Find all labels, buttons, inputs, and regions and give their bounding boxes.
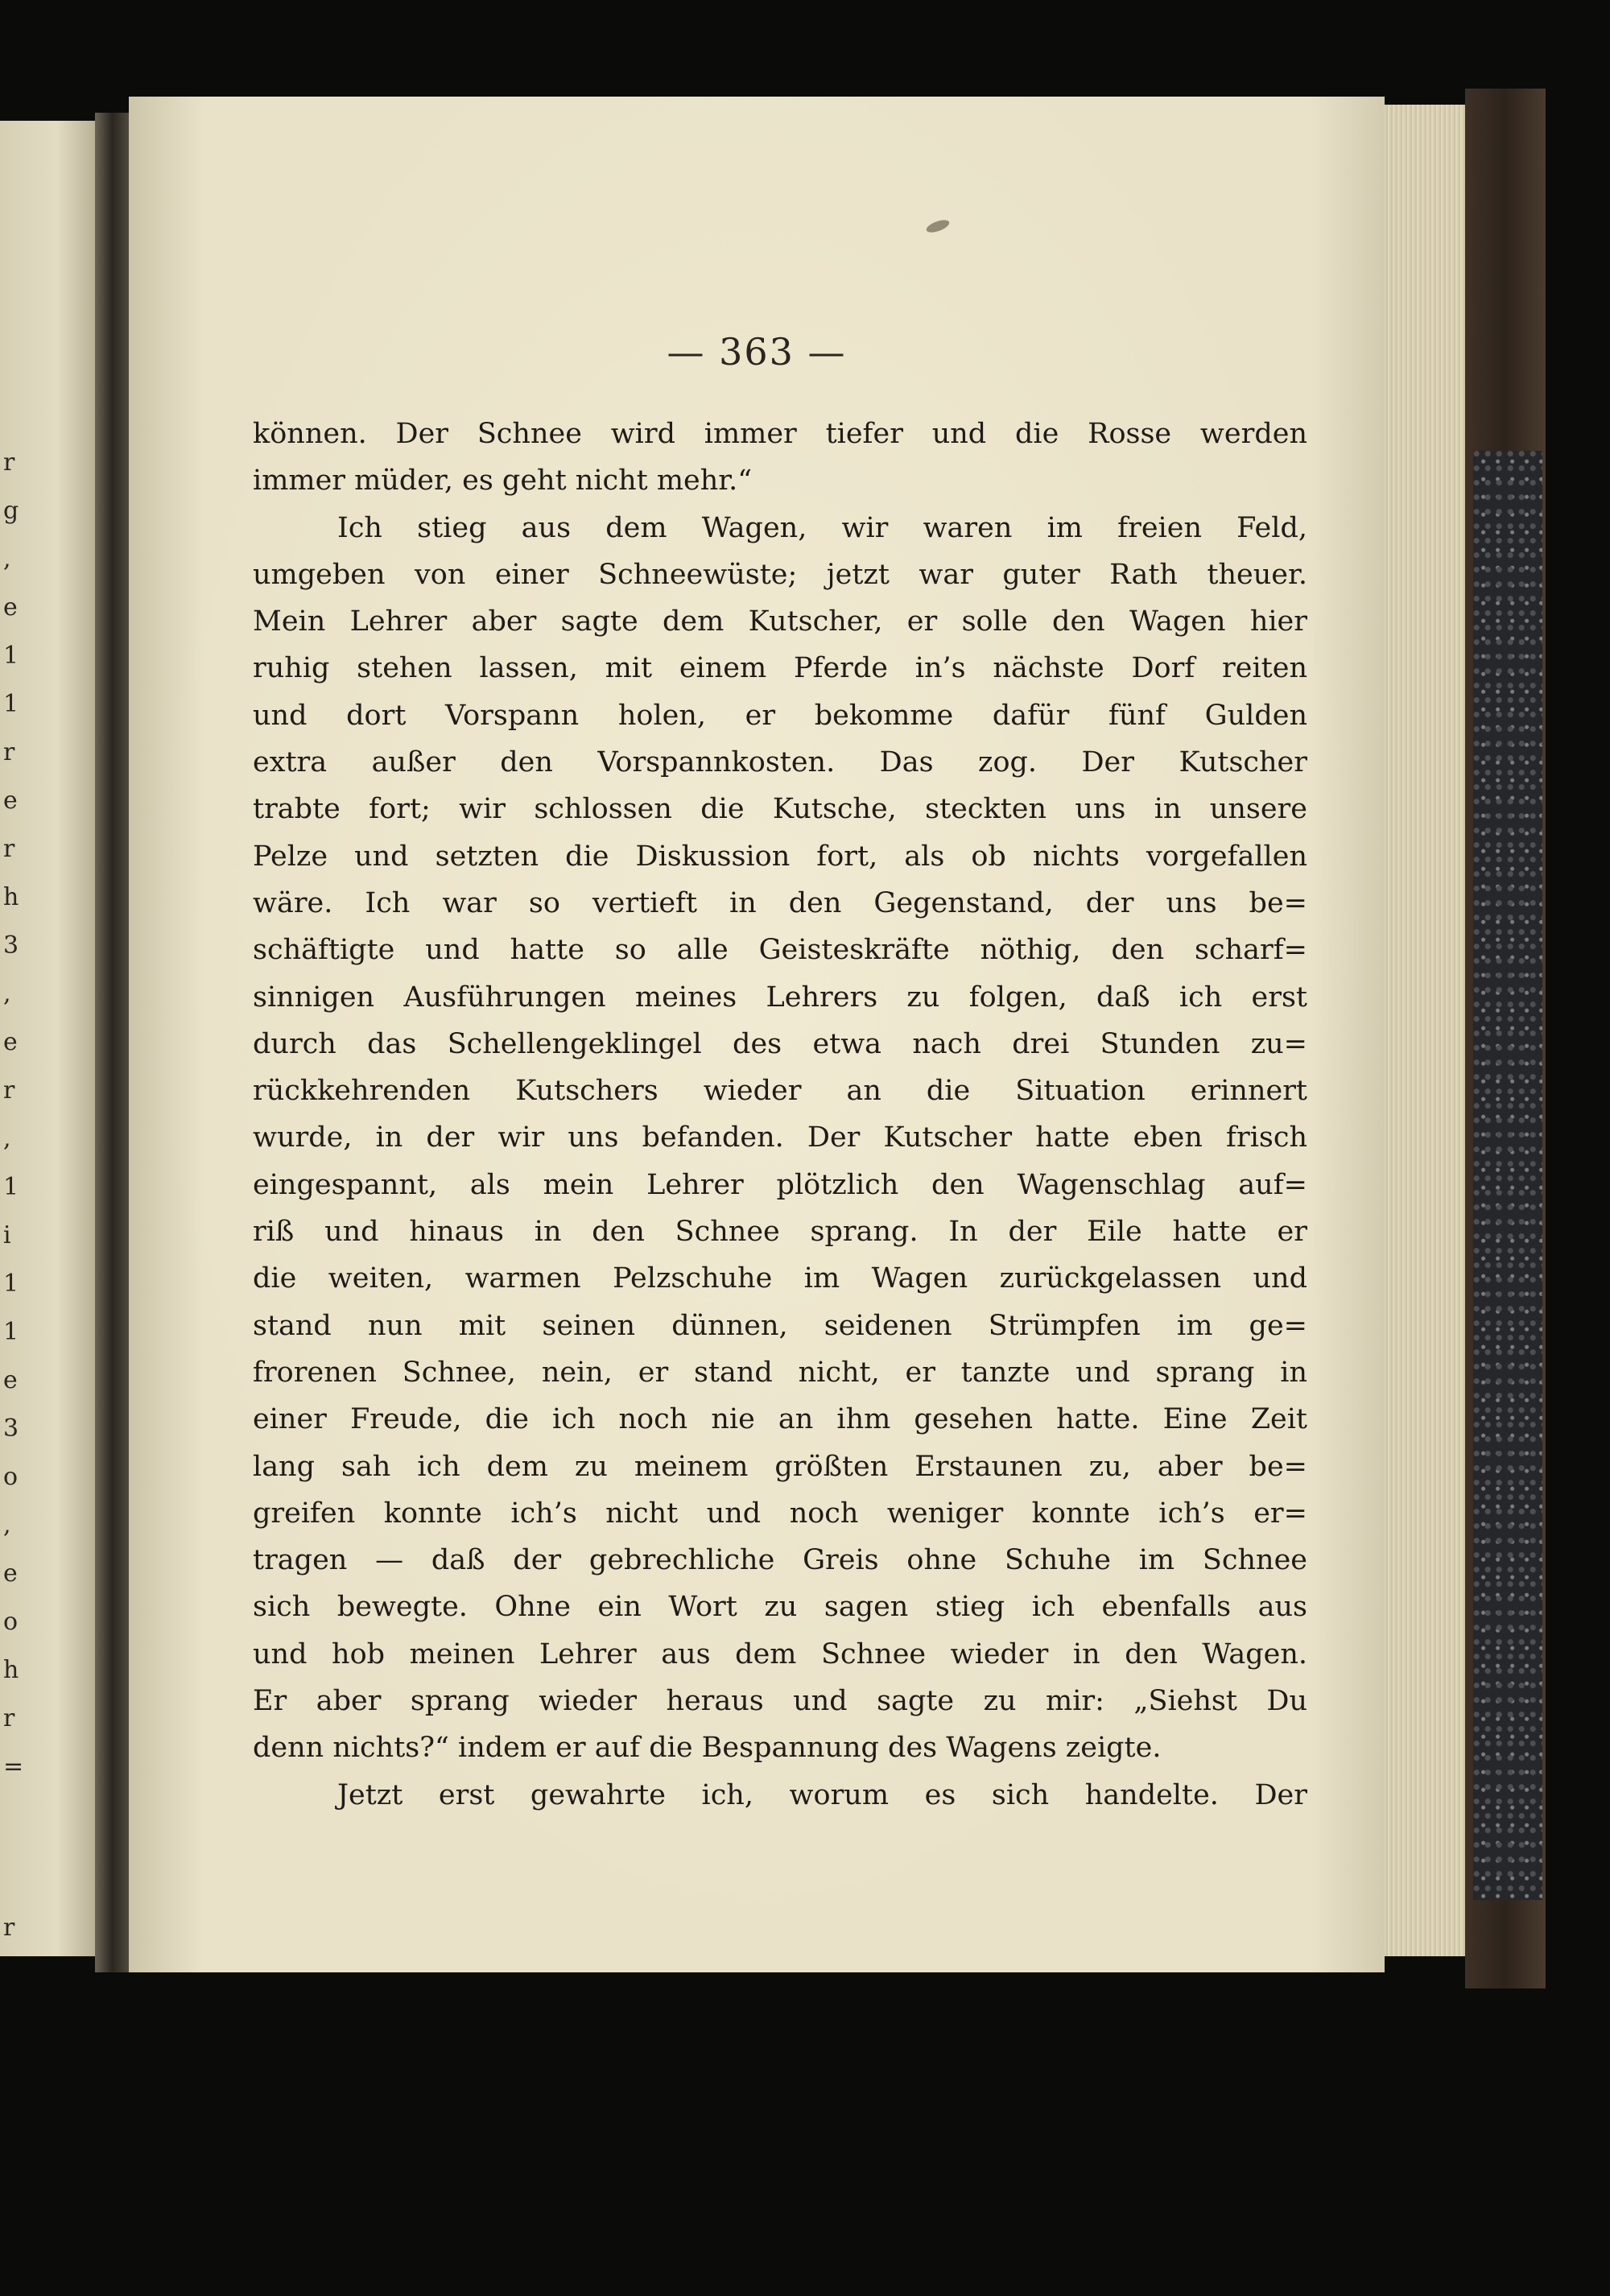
facing-page-fragment: 1 [3,642,19,670]
facing-page-fragment: 1 [3,1318,19,1346]
text-line: sinnigen Ausführungen meines Lehrers zu folgen, daß ich erst [253,981,1307,1014]
facing-page-fragment: h [3,1656,19,1684]
facing-page-fragment: r [3,738,15,766]
text-line: Ich stieg aus dem Wagen, wir waren im freien Feld, [337,511,1307,544]
facing-page-fragment: 1 [3,1173,19,1201]
facing-page-fragment: , [3,545,11,573]
facing-page-fragment: , [3,1511,11,1539]
text-line: trabte fort; wir schlossen die Kutsche, steckten uns in unsere [253,793,1307,826]
facing-page-fragment: i [3,1221,11,1249]
facing-page-fragment: r [3,448,15,477]
text-line: frorenen Schnee, nein, er stand nicht, er tanzte und sprang in [253,1356,1307,1389]
facing-page-fragment: , [3,980,11,1008]
facing-page-fragment: h [3,883,19,911]
text-line: greifen konnte ich’s nicht und noch weniger konnte ich’s er= [253,1497,1307,1530]
text-line: ruhig stehen lassen, mit einem Pferde in’s nächste Dorf reiten [253,652,1307,685]
text-line: lang sah ich dem zu meinem größten Erstaunen zu, aber be= [253,1450,1307,1483]
text-line: Jetzt erst gewahrte ich, worum es sich handelte. Der [337,1778,1307,1811]
text-line: tragen — daß der gebrechliche Greis ohne Schuhe im Schnee [253,1544,1307,1577]
text-line: und dort Vorspann holen, er bekomme dafür fünf Gulden [253,699,1307,732]
facing-page-fragment: 3 [3,931,19,960]
facing-page-fragment: e [3,1028,18,1056]
book-gutter [95,113,134,1972]
text-line: sich bewegte. Ohne ein Wort zu sagen stieg ich ebenfalls aus [253,1591,1307,1624]
facing-page-fragment: , [3,1125,11,1153]
text-line: eingespannt, als mein Lehrer plötzlich den Wagenschlag auf= [253,1168,1307,1201]
text-line: immer müder, es geht nicht mehr.“ [253,465,753,498]
facing-page-fragment: r [3,1704,15,1732]
text-line: schäftigte und hatte so alle Geisteskräfte nöthig, den scharf= [253,934,1307,967]
facing-page-fragment: g [3,497,19,525]
text-line: Er aber sprang wieder heraus und sagte zu mir: „Siehst Du [253,1685,1307,1718]
facing-page-fragment: e [3,787,18,815]
text-line: Mein Lehrer aber sagte dem Kutscher, er solle den Wagen hier [253,605,1307,638]
text-line: einer Freude, die ich noch nie an ihm gesehen hatte. Eine Zeit [253,1403,1307,1436]
facing-page-fragment: r [3,1914,15,1942]
facing-page-fragment: e [3,1559,18,1588]
facing-page-fragment: r [3,1076,15,1105]
text-line: durch das Schellengeklingel des etwa nach drei Stunden zu= [253,1027,1307,1060]
text-line: riß und hinaus in den Schnee sprang. In der Eile hatte er [253,1216,1307,1249]
cover-marbled-cloth [1473,451,1542,1900]
ink-speck [925,217,951,235]
facing-page-fragment: = [3,1753,24,1781]
facing-page-fragment: e [3,593,18,621]
text-line: Pelze und setzten die Diskussion fort, als ob nichts vorgefallen [253,840,1307,873]
text-line: die weiten, warmen Pelzschuhe im Wagen zurückgelassen und [253,1262,1307,1295]
book-page [129,97,1385,1972]
body-text [253,411,1307,1819]
text-line: umgeben von einer Schneewüste; jetzt war guter Rath theuer. [253,558,1307,591]
text-line: können. Der Schnee wird immer tiefer und die Rosse werden [253,418,1307,450]
facing-page-fragment: e [3,1366,18,1394]
text-line: wurde, in der wir uns befanden. Der Kutscher hatte eben frisch [253,1121,1307,1154]
facing-page-fragment: 1 [3,690,19,718]
text-line: stand nun mit seinen dünnen, seidenen Strümpfen im ge= [253,1309,1307,1342]
text-line: und hob meinen Lehrer aus dem Schnee wieder in den Wagen. [253,1637,1307,1670]
facing-page-left [0,121,95,1956]
text-line: extra außer den Vorspannkosten. Das zog. Der Kutscher [253,746,1307,779]
text-line: wäre. Ich war so vertieft in den Gegenstand, der uns be= [253,886,1307,919]
page-number: — 363 — [667,330,847,374]
facing-page-fragment: o [3,1463,19,1491]
text-line: rückkehrenden Kutschers wieder an die Situation erinnert [253,1075,1307,1108]
text-line: denn nichts?“ indem er auf die Bespannung des Wagens zeigte. [253,1732,1162,1765]
facing-page-fragment: 3 [3,1414,19,1443]
facing-page-fragment: o [3,1608,19,1636]
facing-page-fragment: r [3,835,15,863]
facing-page-fragment: 1 [3,1270,19,1298]
